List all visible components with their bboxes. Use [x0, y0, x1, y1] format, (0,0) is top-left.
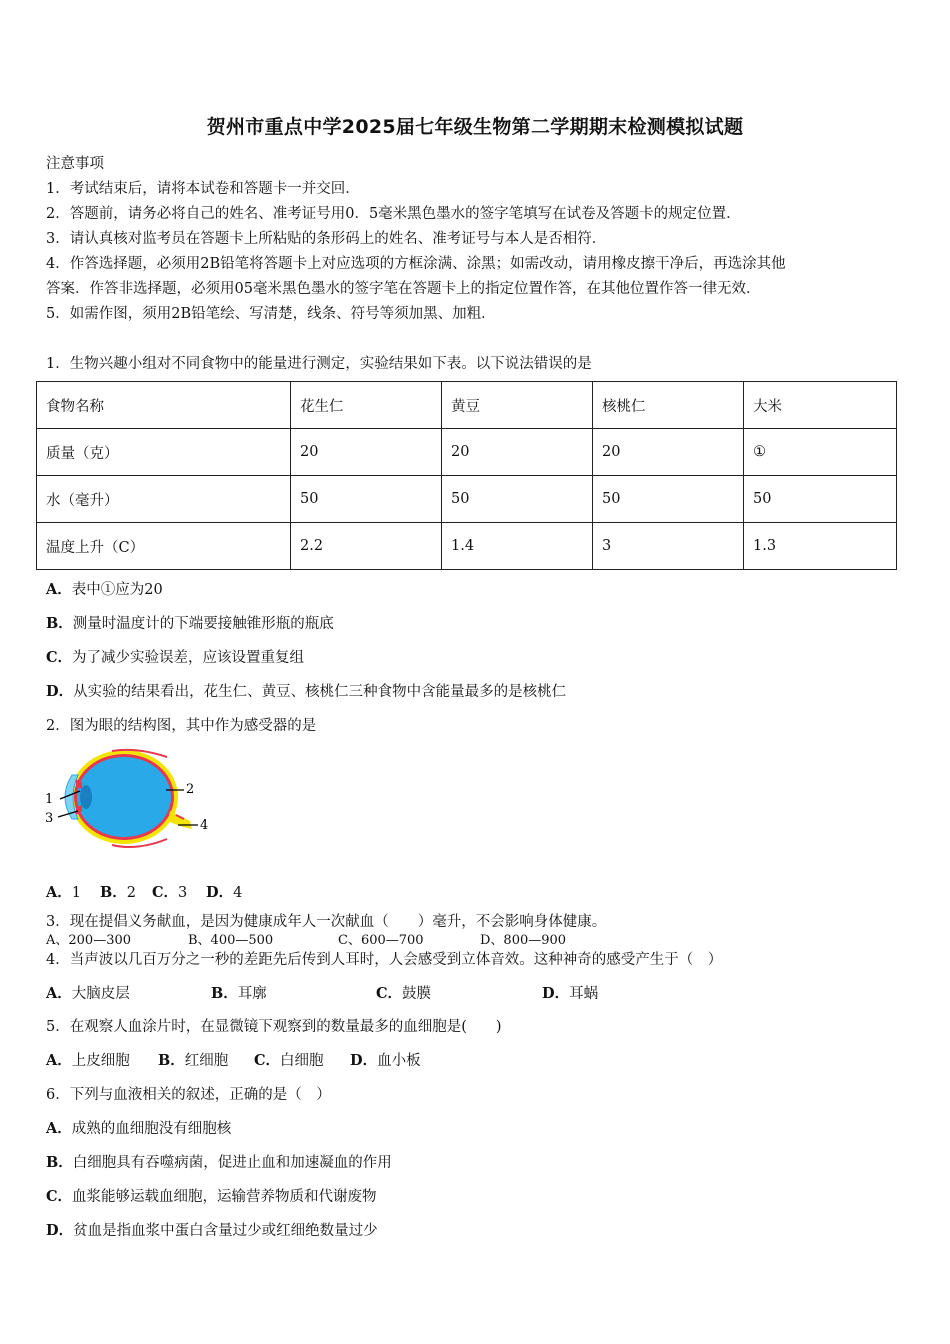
food-energy-table — [36, 381, 897, 570]
table-cell: 20 — [593, 429, 744, 476]
notice-item: 3．请认真核对监考员在答题卡上所粘贴的条形码上的姓名、准考证号与本人是否相符． — [46, 231, 607, 247]
option-c: C．为了减少实验误差，应该设置重复组 — [46, 649, 305, 666]
figure-label-4: 4 — [200, 818, 209, 833]
table-row — [37, 382, 897, 429]
figure-label-1: 1 — [45, 792, 54, 807]
table-cell: 质量（克） — [37, 429, 291, 476]
option-a: A．表中①应为20 — [46, 581, 163, 598]
table-cell: 3 — [593, 523, 744, 570]
option-a: A．成熟的血细胞没有细胞核 — [46, 1120, 232, 1137]
table-cell: 温度上升（C） — [37, 523, 291, 570]
lens — [80, 785, 92, 809]
question-4-options: A．大脑皮层 B．耳廓 C．鼓膜 D．耳蜗 — [46, 985, 599, 1002]
question-3-stem: 3．现在提倡义务献血，是因为健康成年人一次献血（ ）毫升，不会影响身体健康。 — [46, 914, 607, 930]
question-4-stem: 4．当声波以几百万分之一秒的差距先后传到人耳时，人会感受到立体音效。这种神奇的感受产生于（ ） — [46, 952, 723, 968]
notice-item: 2．答题前，请务必将自己的姓名、准考证号用0．5毫米黑色墨水的签字笔填写在试卷及答题卡的规定位置． — [46, 206, 741, 222]
table-cell: 水（毫升） — [37, 476, 291, 523]
question-2-options: A．1 B．2 C．3 D．4 — [46, 884, 243, 901]
question-3-options: A、200—300 B、400—500 C、600—700 D、800—900 — [46, 933, 567, 948]
notice-item: 5．如需作图，须用2B铅笔绘、写清楚，线条、符号等须加黑、加粗． — [46, 306, 496, 322]
table-cell: 核桃仁 — [593, 382, 744, 429]
table-cell: 花生仁 — [291, 382, 442, 429]
option-d: D．从实验的结果看出，花生仁、黄豆、核桃仁三种食物中含能量最多的是核桃仁 — [46, 683, 567, 700]
optic-nerve — [168, 811, 192, 829]
page-title: 贺州市重点中学2025届七年级生物第二学期期末检测模拟试题 — [206, 116, 744, 138]
table-cell: 1.3 — [744, 523, 897, 570]
eye-structure-diagram — [42, 745, 222, 860]
notice-item: 4．作答选择题，必须用2B铅笔将答题卡上对应选项的方框涂满、涂黑；如需改动，请用橡皮擦干净后，再选涂其他 — [46, 256, 786, 272]
table-row — [37, 523, 897, 570]
option-b: B．白细胞具有吞噬病菌，促进止血和加速凝血的作用 — [46, 1154, 392, 1171]
table-cell: 50 — [442, 476, 593, 523]
table-cell: 50 — [744, 476, 897, 523]
table-row — [37, 476, 897, 523]
table-cell: 1.4 — [442, 523, 593, 570]
question-5-stem: 5．在观察人血涂片时，在显微镜下观察到的数量最多的血细胞是( ) — [46, 1019, 502, 1035]
option-c: C．血浆能够运载血细胞，运输营养物质和代谢废物 — [46, 1188, 377, 1205]
notice-item: 答案．作答非选择题，必须用05毫米黑色墨水的签字笔在答题卡上的指定位置作答，在其他位置作答一律无效． — [46, 281, 761, 297]
option-b: B．测量时温度计的下端要接触锥形瓶的瓶底 — [46, 615, 334, 632]
figure-label-3: 3 — [45, 811, 54, 826]
table-cell: 黄豆 — [442, 382, 593, 429]
question-6-stem: 6．下列与血液相关的叙述，正确的是（ ） — [46, 1087, 331, 1103]
question-2-stem: 2．图为眼的结构图，其中作为感受器的是 — [46, 718, 317, 734]
table-cell: 50 — [291, 476, 442, 523]
question-5-options: A．上皮细胞 B．红细胞 C．白细胞 D．血小板 — [46, 1052, 421, 1069]
table-cell: 食物名称 — [37, 382, 291, 429]
table-cell: 50 — [593, 476, 744, 523]
table-cell: 20 — [442, 429, 593, 476]
notice-item: 1．考试结束后，请将本试卷和答题卡一并交回． — [46, 181, 360, 197]
table-row — [37, 429, 897, 476]
option-d: D．贫血是指血浆中蛋白含量过少或红细绝数量过少 — [46, 1222, 378, 1239]
figure-label-2: 2 — [186, 782, 195, 797]
table-cell: 2.2 — [291, 523, 442, 570]
table-cell: 大米 — [744, 382, 897, 429]
question-1-stem: 1．生物兴趣小组对不同食物中的能量进行测定，实验结果如下表。以下说法错误的是 — [46, 356, 592, 372]
table-cell: ① — [744, 429, 897, 476]
notice-heading: 注意事项 — [46, 156, 104, 172]
table-cell: 20 — [291, 429, 442, 476]
